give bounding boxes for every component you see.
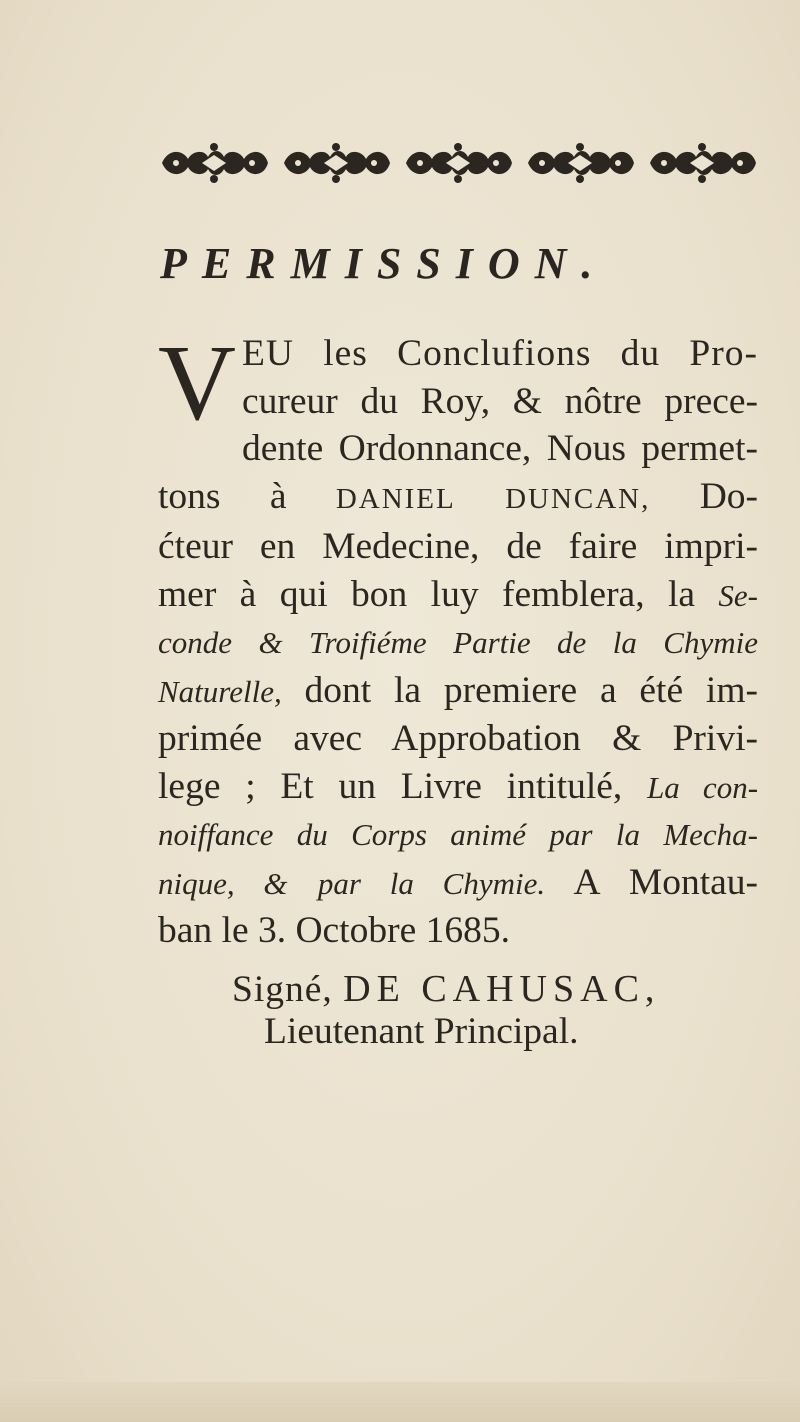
- fleuron-ornament-icon: [280, 141, 392, 185]
- signatory-name: DE CAHUSAC,: [343, 968, 661, 1010]
- text-segment: A Montau-: [573, 861, 758, 903]
- italic-text: par la Chymie.: [317, 865, 546, 901]
- page-title: PERMISSION.: [160, 239, 608, 288]
- text-line: [158, 571, 758, 620]
- italic-text: Naturelle,: [158, 673, 282, 709]
- text-line: primée avec Approbation & Privi-: [158, 718, 758, 759]
- book-title-line: conde & Troifiéme Partie de la Chymie: [158, 625, 758, 660]
- text-segment: lege ; Et un Livre intitulé,: [158, 765, 623, 807]
- drop-cap: V: [158, 324, 236, 443]
- signatory-role: Lieutenant Principal.: [264, 1011, 579, 1052]
- text-line: EU les Conclufions du Pro-: [242, 333, 758, 374]
- permission-text: [158, 324, 759, 955]
- signature-line: [232, 968, 792, 1011]
- person-name: DUNCAN,: [505, 482, 651, 515]
- text-line: [158, 763, 758, 812]
- text-segment: dont la premiere a été im-: [304, 669, 759, 711]
- text-line: [158, 667, 758, 716]
- signed-label: Signé,: [232, 969, 333, 1010]
- italic-text: Se-: [718, 577, 759, 613]
- italic-text: nique, &: [158, 865, 288, 901]
- text-line: dente Ordonnance, Nous permet-: [242, 428, 758, 469]
- fleuron-ornament-icon: [646, 141, 758, 185]
- fleuron-ornament-icon: [524, 141, 636, 185]
- fleuron-ornament-row: [158, 138, 758, 188]
- text-segment: tons à: [158, 475, 287, 517]
- text-line: [158, 859, 758, 908]
- person-name: DANIEL: [335, 482, 456, 515]
- italic-text: La con-: [647, 769, 759, 805]
- text-line: ćteur en Medecine, de faire impri-: [158, 526, 758, 567]
- fleuron-ornament-icon: [158, 141, 270, 185]
- text-line: cureur du Roy, & nôtre prece-: [242, 380, 758, 422]
- book-title-line: noiffance du Corps animé par la Mecha-: [158, 817, 758, 852]
- text-line: [158, 473, 758, 524]
- text-segment: Do-: [699, 475, 759, 517]
- date-line: ban le 3. Octobre 1685.: [158, 910, 510, 951]
- fleuron-ornament-icon: [402, 141, 514, 185]
- signature-block: [232, 968, 792, 1053]
- text-segment: mer à qui bon luy femblera, la: [158, 573, 696, 615]
